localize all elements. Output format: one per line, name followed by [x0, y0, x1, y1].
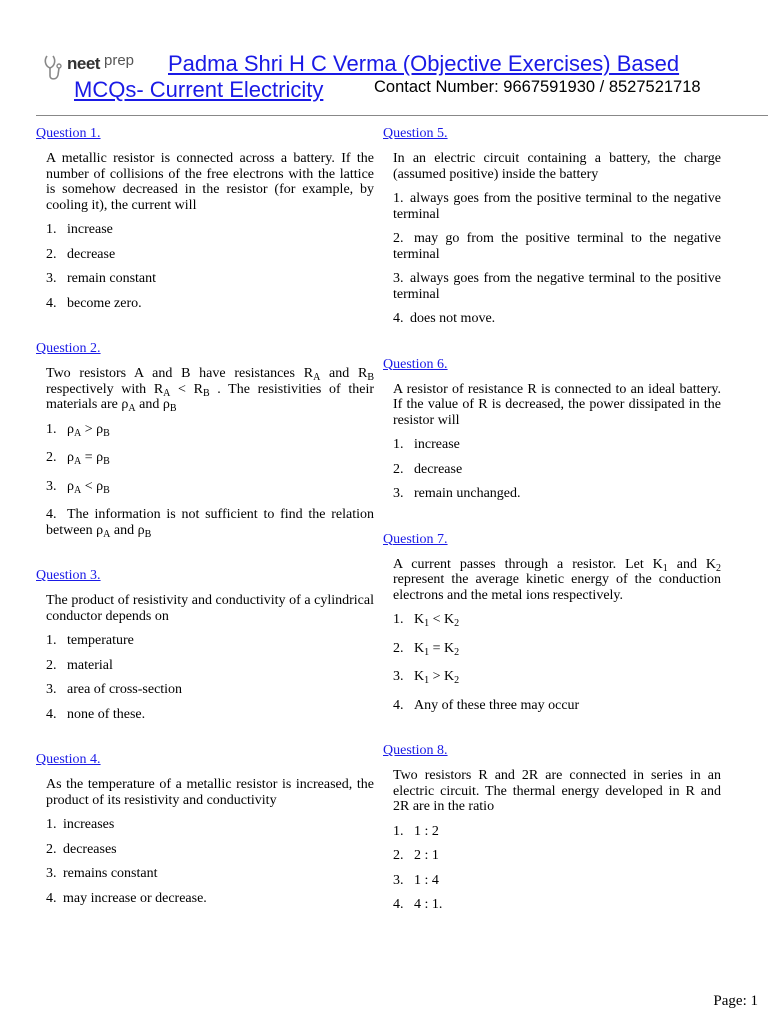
question-7: [383, 532, 721, 714]
question-label[interactable]: Question 5.: [383, 126, 448, 141]
option-2: 2. $\rho_A = \rho_B$: [46, 450, 110, 467]
contact-number: Contact Number: 9667591930 / 8527521718: [374, 78, 701, 96]
right-column: [383, 126, 721, 943]
question-stem: As the temperature of a metallic resistor is increased, the product of its resistivity and conductivity: [46, 777, 374, 808]
question-stem: Two resistors R and 2R are connected in series in an electric circuit. The thermal energy developed in R and 2R are in the ratio: [393, 768, 721, 814]
option-1: 1. increase: [393, 437, 460, 452]
option-2: 2. $K_1 = K_2$: [393, 640, 460, 658]
option-4: 4. become zero.: [46, 295, 142, 311]
question-stem: In an electric circuit containing a battery, the charge (assumed positive) inside the battery: [393, 151, 721, 182]
page-title-line1[interactable]: Padma Shri H C Verma (Objective Exercises) Based: [168, 51, 680, 76]
option-4: 4. Any of these three may occur: [393, 697, 580, 713]
question-label[interactable]: Question 7.: [383, 531, 448, 547]
option-2: 2. material: [46, 657, 113, 673]
option-3: 3. remain unchanged.: [393, 486, 521, 501]
option-2: 2. decrease: [393, 461, 463, 477]
option-3: 3. $\rho_A < \rho_B$: [46, 478, 110, 496]
option-4: 4. does not move.: [393, 311, 496, 326]
option-3: 3. 1 : 4: [393, 872, 439, 888]
question-stem: A metallic resistor is connected across a battery. If the number of collisions of the free electrons with the lattice is somehow decreased in the resistor (for example, by cooling it), the current will: [46, 151, 374, 213]
question-label[interactable]: Question 4.: [36, 752, 101, 767]
option-1: 1. $K_1 < K_2$: [393, 612, 460, 629]
option-2: 2. may go from the positive terminal to the negative terminal: [393, 231, 721, 262]
page-number: Page: 1: [713, 993, 758, 1009]
option-1: 1. temperature: [46, 633, 134, 648]
option-1: 1. always goes from the positive terminal to the negative terminal: [393, 191, 721, 222]
option-4: 4. The information is not sufficient to find the relation between $\rho_A$ and $\rho_B$: [46, 507, 374, 540]
option-1: 1. increase: [46, 222, 113, 237]
header-divider: [36, 115, 768, 116]
option-3: 3. always goes from the negative terminal to the positive terminal: [393, 271, 721, 302]
question-stem: The product of resistivity and conductivity of a cylindrical conductor depends on: [46, 593, 374, 624]
option-4: 4. may increase or decrease.: [46, 890, 207, 906]
question-5: [383, 126, 721, 327]
option-1: 1. $\rho_A > \rho_B$: [46, 421, 110, 439]
option-3: 3. remain constant: [46, 271, 157, 286]
option-2: 2. decreases: [46, 841, 117, 857]
option-1: 1. 1 : 2: [393, 823, 439, 839]
question-label[interactable]: Question 8.: [383, 743, 448, 758]
option-2: 2. 2 : 1: [393, 848, 439, 863]
option-3: 3. $K_1 > K_2$: [393, 669, 460, 686]
question-1: [36, 126, 374, 311]
option-3: 3. remains constant: [46, 866, 158, 881]
option-4: 4. 4 : 1.: [393, 897, 443, 912]
question-3: [36, 568, 374, 722]
stethoscope-icon: [43, 54, 67, 82]
question-label[interactable]: Question 6.: [383, 356, 448, 372]
question-stem: Two resistors A and B have resistances $R_A$ and $R_B$ respectively with $R_A < R_B$ . The resistivities of their materials are $\rho_A$ and $\rho_B$: [46, 366, 374, 414]
question-6: [383, 357, 721, 502]
option-3: 3. area of cross-section: [46, 682, 183, 697]
question-8: [383, 743, 721, 913]
question-label[interactable]: Question 1.: [36, 126, 101, 141]
question-stem: A current passes through a resistor. Let $K_1$ and $K_2$ represent the average kinetic energy of the conduction electrons and the metal ions respectively.: [393, 556, 721, 603]
question-2: [36, 341, 374, 538]
page-title-line2[interactable]: MCQs- Current Electricity: [74, 77, 324, 102]
option-1: 1. increases: [46, 817, 115, 832]
option-2: 2. decrease: [46, 246, 116, 262]
question-4: [36, 752, 374, 906]
question-label[interactable]: Question 3.: [36, 568, 101, 583]
logo-prep-text: prep: [104, 52, 135, 69]
option-4: 4. none of these.: [46, 706, 146, 722]
question-stem: A resistor of resistance R is connected to an ideal battery. If the value of R is decreased, the power dissipated in the resistor will: [393, 381, 721, 428]
left-column: [36, 126, 374, 936]
question-label[interactable]: Question 2.: [36, 341, 101, 356]
logo-neet-text: neet: [67, 54, 100, 73]
